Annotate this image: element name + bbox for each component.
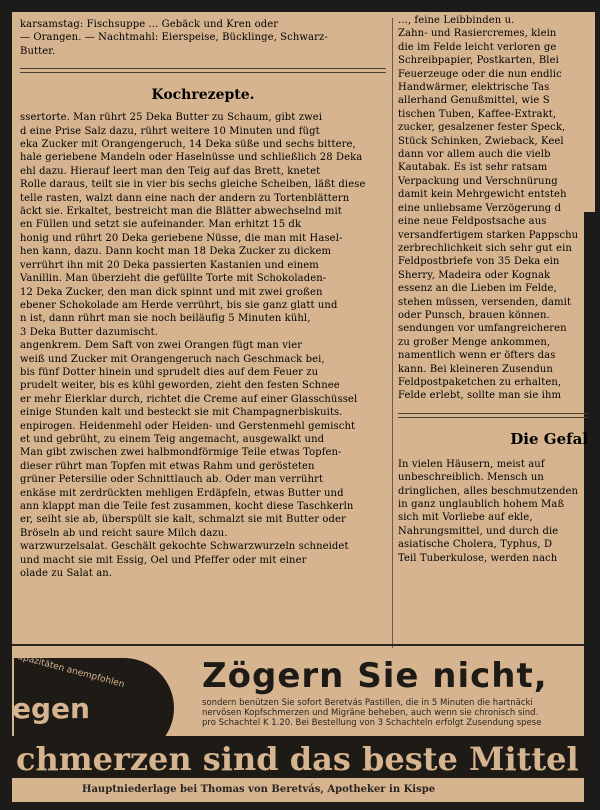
- flies-text-block: [398, 458, 588, 565]
- text-line: stehen müssen, versenden, damit: [398, 296, 572, 308]
- text-line: Feuerzeuge oder die nun endlic: [398, 68, 562, 80]
- ad-headline: Zögern Sie nicht,: [202, 656, 548, 696]
- text-line: zucker, gesalzener fester Speck,: [398, 122, 566, 134]
- text-line: asiatische Cholera, Typhus, D: [398, 539, 553, 551]
- text-line: Feldpostbriefe von 35 Deka ein: [398, 256, 560, 268]
- recipes-text-block: [20, 111, 386, 580]
- text-line: olade zu Salat an.: [20, 568, 113, 580]
- text-line: ..., feine Leibbinden u.: [398, 15, 515, 26]
- text-line: sich mit Vorliebe auf ekle,: [398, 512, 533, 524]
- text-line: eka Zucker mit Orangengeruch, 14 Deka süße und sechs bittere,: [20, 139, 356, 151]
- text-line: angenkrem. Dem Saft von zwei Orangen fügt man vier: [20, 340, 303, 352]
- text-line: ssertorte. Man rührt 25 Deka Butter zu Schaum, gibt zwei: [20, 112, 323, 124]
- text-line: dieser rührt man Topfen mit etwas Rahm und gerösteten: [20, 460, 315, 472]
- text-line: hen kann, dazu. Dann kocht man 18 Deka Zucker zu dickem: [20, 246, 332, 258]
- text-line: 3 Deka Butter dazumischt.: [20, 326, 159, 338]
- text-line: warzwurzelsalat. Geschält gekochte Schwarzwurzeln schneidet: [20, 541, 349, 553]
- left-column: [20, 18, 386, 646]
- text-line: Verpackung und Verschnürung: [398, 175, 558, 187]
- text-line: Vanillin. Man überzieht die gefüllte Torte mit Schokoladen-: [20, 273, 327, 285]
- text-line: dann vor allem auch die vielb: [398, 149, 551, 161]
- text-line: oder Punsch, brauen können.: [398, 309, 550, 321]
- text-line: Rolle daraus, teilt sie in vier bis sechs gleiche Scheiben, läßt diese: [20, 179, 366, 191]
- ad-body-line: nervösen Kopfschmerzen und Migräne beheben, auch wenn sie chronisch sind.: [202, 708, 539, 718]
- text-line: Stück Schinken, Zwieback, Keel: [398, 135, 564, 147]
- text-line: namentlich wenn er öfters das: [398, 350, 556, 362]
- text-line: 12 Deka Zucker, den man dick spinnt und mit zwei großen: [20, 286, 323, 298]
- text-line: er, seiht sie ab, überspült sie kalt, schmalzt sie mit Butter oder: [20, 514, 346, 526]
- menu-text-block: [20, 18, 386, 58]
- text-line: Nahrungsmittel, und durch die: [398, 525, 559, 537]
- text-line: enkäse mit zerdrückten mehligen Erdäpfeln, etwas Butter und: [20, 487, 344, 499]
- text-line: einige Stunden kalt und besteckt sie mit Champagnerbiskuits.: [20, 407, 343, 419]
- text-line: enpirogen. Heidenmehl oder Heiden- und Gerstenmehl gemischt: [20, 420, 356, 432]
- ad-badge-big-text: egen: [12, 692, 90, 725]
- text-line: Butter.: [20, 45, 56, 57]
- text-line: eine unliebsame Verzögerung d: [398, 202, 562, 214]
- text-line: Zahn- und Rasiercremes, klein: [398, 28, 557, 40]
- text-line: weiß und Zucker mit Orangengeruch nach Geschmack bei,: [20, 353, 325, 365]
- ad-badge-curve-text: apazitäten anempfohlen: [16, 651, 126, 691]
- text-line: grüner Petersilie oder Schnittlauch ab. Oder man verrührt: [20, 474, 324, 486]
- section-divider-right: [398, 413, 588, 418]
- right-section-heading: Die Gefal: [510, 429, 588, 448]
- ad-top-rule: [12, 644, 584, 646]
- ad-body: [202, 698, 584, 728]
- text-line: en Füllen und setzt sie aufeinander. Man erhitzt 15 dk: [20, 219, 302, 231]
- section-divider: [20, 68, 386, 73]
- text-line: In vielen Häusern, meist auf: [398, 458, 545, 470]
- text-line: sendungen vor umfangreicheren: [398, 323, 567, 335]
- text-line: dringlichen, alles beschmutzenden: [398, 485, 579, 497]
- text-line: telle rasten, walzt dann eine nach der andern zu Tortenblättern: [20, 192, 350, 204]
- text-line: n ist, dann rührt man sie noch beiläufig 5 Minuten kühl,: [20, 313, 311, 325]
- text-line: er mehr Eierklar durch, richtet die Creme auf einer Glasschüssel: [20, 393, 358, 405]
- ad-band-text: chmerzen sind das beste Mittel: [16, 740, 579, 778]
- text-line: unbeschreiblich. Mensch un: [398, 472, 544, 484]
- text-line: et und gebrüht, zu einem Teig angemacht, ausgewalkt und: [20, 433, 325, 445]
- text-line: und macht sie mit Essig, Oel und Pfeffer oder mit einer: [20, 554, 307, 566]
- text-line: Bröseln ab und reicht saure Milch dazu.: [20, 527, 228, 539]
- text-line: Schreibpapier, Postkarten, Blei: [398, 55, 559, 67]
- text-line: allerhand Genußmittel, wie S: [398, 95, 550, 107]
- advertisement: [12, 644, 584, 802]
- text-line: zu großer Menge ankommen,: [398, 336, 551, 348]
- text-line: tischen Tuben, Kaffee-Extrakt,: [398, 108, 557, 120]
- text-line: essenz an die Lieben im Felde,: [398, 283, 557, 295]
- text-line: versandfertigem starken Pappschu: [398, 229, 579, 241]
- text-line: Feldpostpaketchen zu erhalten,: [398, 376, 562, 388]
- text-line: damit kein Mehrgewicht entsteh: [398, 189, 567, 201]
- text-line: eine neue Feldpostsache aus: [398, 216, 547, 228]
- text-line: ehl dazu. Hierauf leert man den Teig auf das Brett, knetet: [20, 165, 321, 177]
- text-line: zerbrechlichkeit sich sehr gut ein: [398, 242, 572, 254]
- text-line: Handwärmer, elektrische Tas: [398, 82, 550, 94]
- column-divider: [392, 18, 393, 648]
- text-line: Teil Tuberkulose, werden nach: [398, 552, 558, 564]
- text-line: d eine Prise Salz dazu, rührt weitere 10 Minuten und fügt: [20, 125, 320, 137]
- right-column: [398, 14, 588, 642]
- text-line: — Orangen. — Nachtmahl: Eierspeise, Bücklinge, Schwarz-: [20, 32, 328, 44]
- text-line: Kautabak. Es ist sehr ratsam: [398, 162, 548, 174]
- ad-body-line: sondern benützen Sie sofort Beretvás Pastillen, die in 5 Minuten die hartnäcki: [202, 698, 533, 708]
- text-line: honig und rührt 20 Deka geriebene Nüsse, die man mit Hasel-: [20, 232, 343, 244]
- text-line: die im Felde leicht verloren ge: [398, 41, 557, 53]
- recipes-heading: Kochrezepte.: [151, 87, 255, 104]
- text-line: Sherry, Madeira oder Kognak: [398, 269, 551, 281]
- text-line: äckt sie. Erkaltet, bestreicht man die Blätter abwechselnd mit: [20, 206, 342, 218]
- text-line: ebener Schokolade am Herde verrührt, bis sie ganz glatt und: [20, 299, 338, 311]
- text-line: Man gibt zwischen zwei halbmondförmige Teile etwas Topfen-: [20, 447, 342, 459]
- text-line: ann klappt man die Teile fest zusammen, kocht diese Taschkerln: [20, 501, 354, 512]
- ad-footer: Hauptniederlage bei Thomas von Beretvás, Apotheker in Kispe: [82, 784, 436, 795]
- text-line: kann. Bei kleineren Zusendun: [398, 363, 553, 375]
- text-line: verrührt ihn mit 20 Deka passierten Kastanien und einem: [20, 259, 319, 271]
- ad-body-line: pro Schachtel K 1.20. Bei Bestellung von 3 Schachteln erfolgt Zusendung spese: [202, 718, 542, 728]
- text-line: bis fünf Dotter hinein und sprudelt dies auf dem Feuer zu: [20, 366, 319, 378]
- text-line: Felde erlebt, sollte man sie ihm: [398, 390, 562, 402]
- text-line: hale geriebene Mandeln oder Haselnüsse und schließlich 28 Deka: [20, 152, 363, 164]
- text-line: karsamstag: Fischsuppe ... Gebäck und Kren oder: [20, 19, 279, 30]
- text-line: in ganz unglaublich hohem Maß: [398, 499, 565, 510]
- text-line: prudelt weiter, bis es kühl geworden, zieht den festen Schnee: [20, 380, 340, 392]
- feldpost-text-block: [398, 14, 588, 403]
